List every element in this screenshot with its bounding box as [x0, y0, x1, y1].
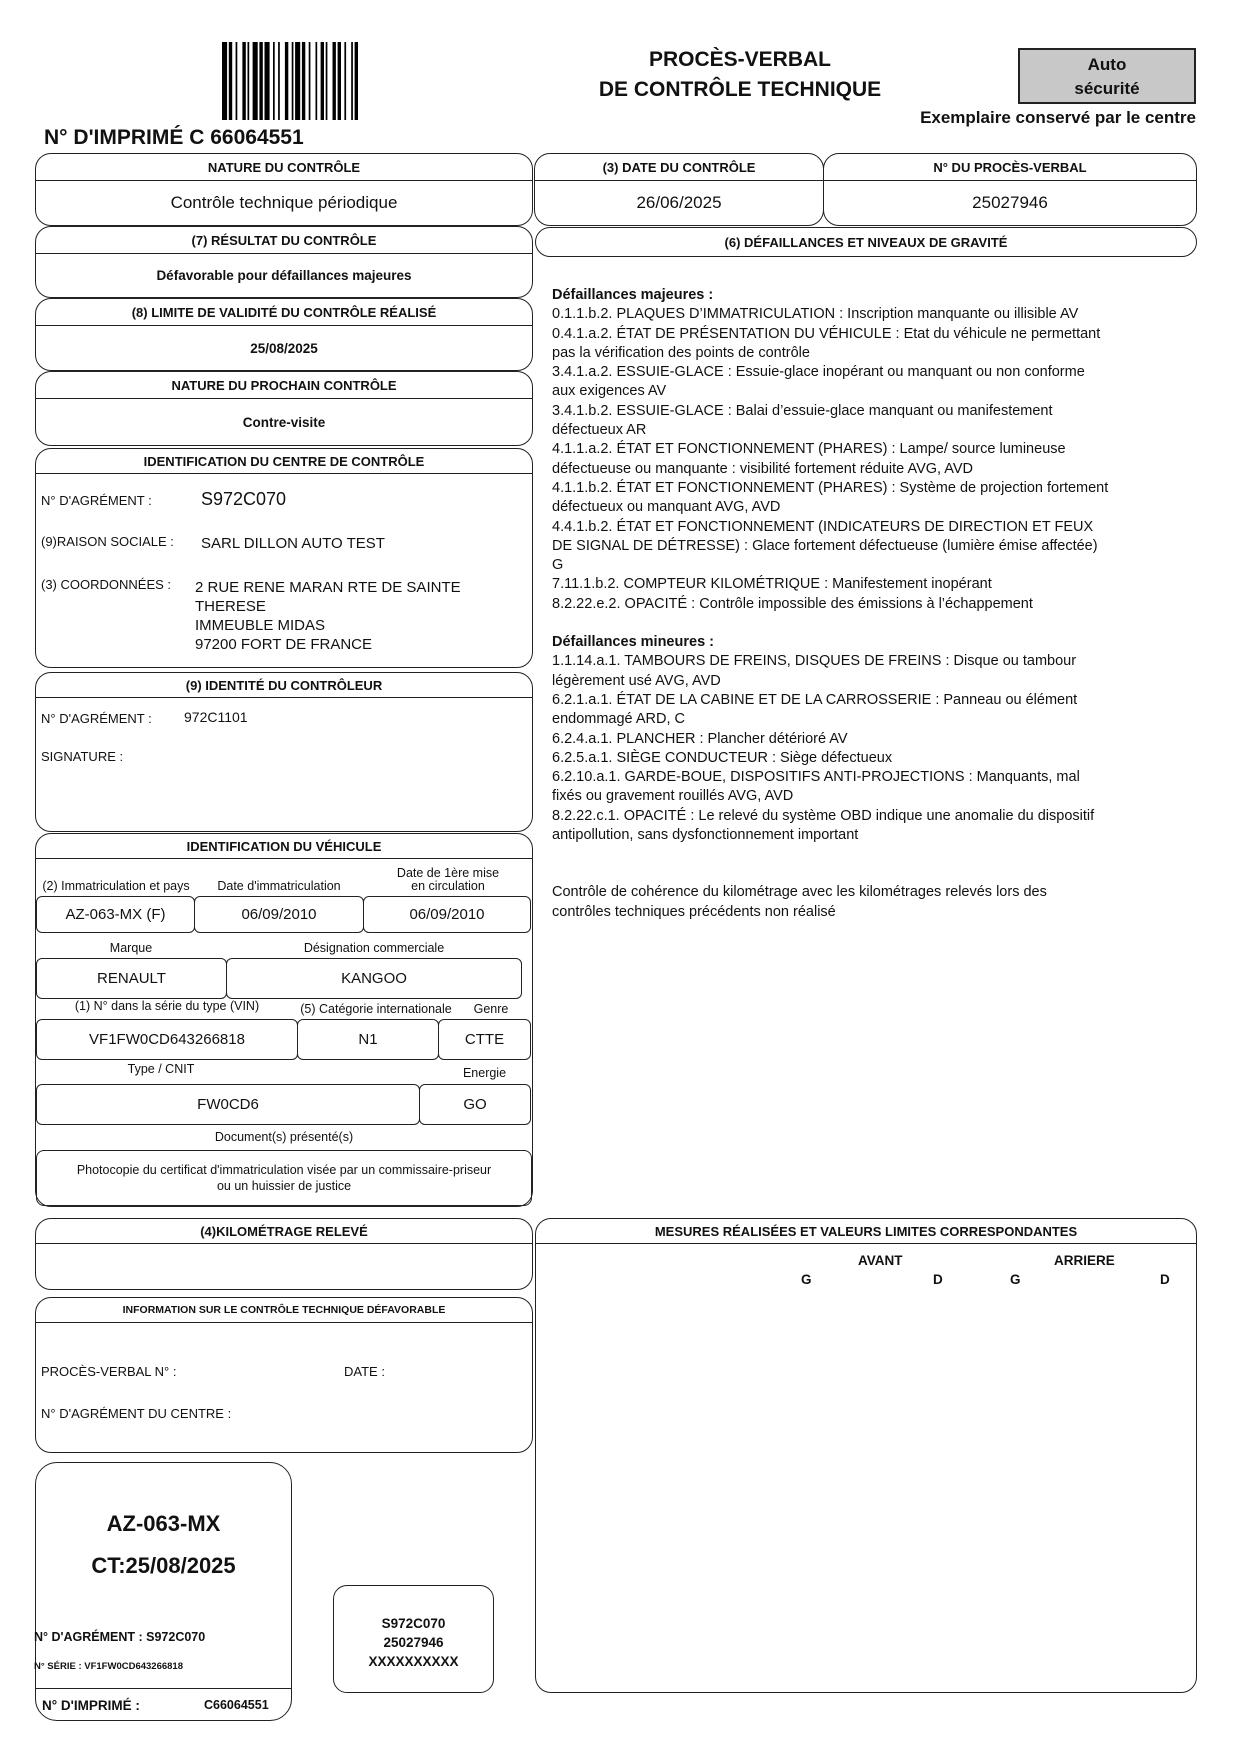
barcode-bar	[338, 42, 341, 120]
defaillances-label: (6) DÉFAILLANCES ET NIVEAUX DE GRAVITÉ	[724, 234, 1008, 250]
date-controle-label: (3) DATE DU CONTRÔLE	[535, 154, 823, 181]
vehicule-box	[35, 833, 533, 1207]
vignette-agrement: N° D'AGRÉMENT : S972C070	[34, 1630, 206, 1644]
type-label: Type / CNIT	[127, 1062, 195, 1076]
centre-label: IDENTIFICATION DU CENTRE DE CONTRÔLE	[36, 449, 532, 474]
defaillance-line: 8.2.22.e.2. OPACITÉ : Contrôle impossible des émissions à l’échappement	[552, 595, 1033, 612]
defaillance-line: défectueuse ou manquante : visibilité fortement réduite AVG, AVD	[552, 460, 974, 477]
defaillance-line: 3.4.1.b.2. ESSUIE-GLACE : Balai d’essuie-glace manquant ou manifestement	[552, 402, 1053, 419]
defavorable-info-box	[35, 1297, 533, 1453]
first-circ-label-2: en circulation	[411, 879, 485, 894]
mesures-avant-g: G	[801, 1272, 812, 1287]
defaillance-line: 8.2.22.c.1. OPACITÉ : Le relevé du système OBD indique une anomalie du dispositif	[552, 807, 1095, 824]
barcode-graphic	[222, 42, 422, 120]
barcode-bar	[295, 42, 300, 120]
energie-value: GO	[419, 1084, 531, 1125]
centre-box	[35, 448, 533, 668]
defaillance-line: 4.4.1.b.2. ÉTAT ET FONCTIONNEMENT (INDICATEURS DE DIRECTION ET FEUX	[552, 518, 1094, 535]
barcode-bar	[278, 42, 280, 120]
signature-label: SIGNATURE :	[41, 749, 124, 764]
documents-value	[36, 1150, 532, 1206]
mesures-box	[535, 1218, 1197, 1693]
nature-controle-label: NATURE DU CONTRÔLE	[36, 154, 532, 181]
designation-value: KANGOO	[226, 958, 522, 999]
vignette-ct-date: CT:25/08/2025	[91, 1553, 236, 1578]
centre-coord-line: THERESE	[195, 598, 266, 615]
prochain-controle-value: Contre-visite	[242, 414, 326, 430]
defaillance-line: 6.2.1.a.1. ÉTAT DE LA CABINE ET DE LA CARROSSERIE : Panneau ou élément	[552, 691, 1078, 708]
marque-label: Marque	[109, 941, 153, 955]
defaillance-line: 7.11.1.b.2. COMPTEUR KILOMÉTRIQUE : Manifestement inopérant	[552, 576, 992, 593]
kilometrage-label: (4)KILOMÉTRAGE RELEVÉ	[36, 1219, 532, 1244]
page-title-line1: PROCÈS-VERBAL	[648, 48, 832, 71]
defaillance-line: contrôles techniques précédents non réalisé	[552, 903, 836, 920]
defaillances-header-box	[535, 227, 1197, 257]
pv-number-label: N° DU PROCÈS-VERBAL	[824, 154, 1196, 181]
stamp-line1: S972C070	[381, 1616, 446, 1631]
vignette-imprime-label: N° D'IMPRIMÉ :	[42, 1698, 140, 1713]
pv-number-value: 25027946	[972, 193, 1048, 212]
kilometrage-value	[36, 1244, 532, 1289]
resultat-value: Défavorable pour défaillances majeures	[156, 268, 412, 283]
badge-line1: Auto	[1087, 55, 1127, 74]
barcode-bar	[285, 42, 288, 120]
spacer	[552, 614, 1132, 633]
barcode-bar	[355, 42, 358, 120]
defaillance-line: pas la vérification des points de contrôle	[552, 344, 810, 361]
print-number: N° D'IMPRIMÉ C 66064551	[44, 126, 304, 149]
stamp-line3: XXXXXXXXXX	[368, 1654, 459, 1669]
majeures-title: Défaillances majeures :	[552, 287, 714, 303]
mesures-label: MESURES RÉALISÉES ET VALEURS LIMITES CORRESPONDANTES	[536, 1219, 1196, 1244]
date-controle-box	[534, 153, 824, 226]
barcode-bar	[253, 42, 258, 120]
barcode-bar	[302, 42, 305, 120]
barcode-bar	[248, 42, 250, 120]
prochain-controle-label: NATURE DU PROCHAIN CONTRÔLE	[36, 372, 532, 399]
auto-securite-badge	[1018, 48, 1196, 104]
validite-box	[35, 298, 533, 371]
defaillance-line: 6.2.10.a.1. GARDE-BOUE, DISPOSITIFS ANTI-PROJECTIONS : Manquants, mal	[552, 769, 1080, 786]
defaillance-line: 4.1.1.b.2. ÉTAT ET FONCTIONNEMENT (PHARES) : Système de projection fortement	[552, 479, 1109, 496]
mesures-arriere: ARRIERE	[1054, 1253, 1115, 1268]
resultat-label: (7) RÉSULTAT DU CONTRÔLE	[36, 227, 532, 254]
defaillance-line: 4.1.1.a.2. ÉTAT ET FONCTIONNEMENT (PHARES) : Lampe/ source lumineuse	[552, 441, 1066, 458]
defaillance-line: 0.1.1.b.2. PLAQUES D’IMMATRICULATION : Inscription manquante ou illisible AV	[552, 306, 1079, 323]
defaillance-line: antipollution, sans dysfonctionnement important	[552, 827, 859, 844]
barcode-bar	[229, 42, 232, 120]
nature-controle-value: Contrôle technique périodique	[170, 193, 398, 212]
mineures-lines	[552, 652, 1132, 845]
majeures-lines	[552, 305, 1132, 614]
mesures-avant: AVANT	[858, 1253, 903, 1268]
immat-value: AZ-063-MX (F)	[36, 896, 195, 933]
defaillances-list	[552, 286, 1132, 922]
date-controle-value: 26/06/2025	[636, 193, 722, 212]
defaillance-line: 1.1.14.a.1. TAMBOURS DE FREINS, DISQUES DE FREINS : Disque ou tambour	[552, 653, 1077, 670]
mineures-title: Défaillances mineures :	[552, 634, 714, 651]
barcode-bar	[236, 42, 238, 120]
defavorable-info-label: INFORMATION SUR LE CONTRÔLE TECHNIQUE DÉFAVORABLE	[36, 1298, 532, 1323]
barcode-bar	[326, 42, 328, 120]
defavorable-agrement-label: N° D'AGRÉMENT DU CENTRE :	[41, 1406, 232, 1421]
vin-value: VF1FW0CD643266818	[36, 1019, 298, 1060]
barcode-bar	[333, 42, 336, 120]
validite-label: (8) LIMITE DE VALIDITÉ DU CONTRÔLE RÉALISÉ	[36, 299, 532, 326]
barcode	[222, 42, 422, 120]
nature-controle-box	[35, 153, 533, 226]
controleur-agrement-value: 972C1101	[184, 709, 248, 725]
controleur-agrement-label: N° D'AGRÉMENT :	[41, 711, 152, 726]
date-immat-label: Date d'immatriculation	[217, 879, 341, 893]
validite-value: 25/08/2025	[250, 340, 318, 356]
defaillance-line: 6.2.5.a.1. SIÈGE CONDUCTEUR : Siège défectueux	[552, 749, 893, 766]
vehicule-label: IDENTIFICATION DU VÉHICULE	[36, 834, 532, 859]
barcode-bar	[292, 42, 294, 120]
defavorable-pv-label: PROCÈS-VERBAL N° :	[41, 1364, 177, 1379]
documents-line1: Photocopie du certificat d'immatriculation visée par un commissaire-priseur	[76, 1163, 492, 1177]
documents-line2: ou un huissier de justice	[216, 1179, 352, 1193]
vignette-box	[35, 1462, 292, 1721]
barcode-bar	[273, 42, 275, 120]
barcode-bar	[351, 42, 353, 120]
genre-label: Genre	[473, 1002, 509, 1016]
centre-coord-lines	[195, 578, 461, 654]
mesures-arriere-g: G	[1010, 1272, 1021, 1287]
barcode-bar	[309, 42, 311, 120]
first-circ-value: 06/09/2010	[363, 896, 531, 933]
defaillance-line: 3.4.1.a.2. ESSUIE-GLACE : Essuie-glace inopérant ou manquant ou non conforme	[552, 364, 1085, 381]
categorie-value: N1	[297, 1019, 439, 1060]
copy-note: Exemplaire conservé par le centre	[920, 108, 1196, 127]
kilometrage-box	[35, 1218, 533, 1290]
defaillance-line: aux exigences AV	[552, 383, 667, 400]
defaillance-line: G	[552, 557, 564, 574]
energie-label: Energie	[462, 1066, 507, 1080]
defaillance-line: 6.2.4.a.1. PLANCHER : Plancher détérioré AV	[552, 730, 848, 747]
barcode-bar	[321, 42, 324, 120]
mesures-arriere-d: D	[1160, 1272, 1170, 1287]
date-immat-value: 06/09/2010	[194, 896, 364, 933]
designation-label: Désignation commerciale	[303, 941, 445, 955]
controleur-box	[35, 672, 533, 832]
defaillance-line: Contrôle de cohérence du kilométrage avec les kilométrages relevés lors des	[552, 884, 1047, 901]
centre-coord-line: IMMEUBLE MIDAS	[195, 617, 326, 634]
stamp-line2: 25027946	[383, 1635, 444, 1650]
immat-label: (2) Immatriculation et pays	[42, 879, 190, 893]
pv-number-box	[823, 153, 1197, 226]
categorie-label: (5) Catégorie internationale	[300, 1002, 452, 1016]
badge-line2: sécurité	[1074, 79, 1140, 98]
centre-raison-label: (9)RAISON SOCIALE :	[41, 534, 174, 549]
documents-label: Document(s) présenté(s)	[214, 1130, 354, 1144]
barcode-bar	[344, 42, 346, 120]
defaillance-line: fixés ou gravement rouillés AVG, AVD	[552, 788, 794, 805]
genre-value: CTTE	[438, 1019, 531, 1060]
stamp-box	[333, 1585, 494, 1693]
centre-agrement-label: N° D'AGRÉMENT :	[41, 493, 152, 508]
first-circ-label	[364, 867, 532, 893]
vignette-plate: AZ-063-MX	[106, 1511, 221, 1536]
vignette-imprime-divider	[36, 1688, 291, 1689]
barcode-bar	[242, 42, 245, 120]
centre-coord-line: 97200 FORT DE FRANCE	[195, 636, 373, 653]
defaillance-line: défectueux ou manquant AVG, AVD	[552, 499, 781, 516]
prochain-controle-box	[35, 371, 533, 446]
centre-raison-value: SARL DILLON AUTO TEST	[201, 535, 385, 552]
centre-agrement-value: S972C070	[201, 489, 287, 509]
centre-coord-label: (3) COORDONNÉES :	[41, 577, 172, 592]
vignette-serie: N° SÉRIE : VF1FW0CD643266818	[34, 1661, 183, 1672]
type-value: FW0CD6	[36, 1084, 420, 1125]
barcode-bar	[265, 42, 270, 120]
defaillance-line: 0.4.1.a.2. ÉTAT DE PRÉSENTATION DU VÉHICULE : Etat du véhicule ne permettant	[552, 325, 1101, 342]
controleur-label: (9) IDENTITÉ DU CONTRÔLEUR	[36, 673, 532, 698]
defaillance-line: DE SIGNAL DE DÉTRESSE) : Glace fortement défectueuse (lumière émise affectée)	[552, 537, 1098, 554]
vin-label: (1) N° dans la série du type (VIN)	[74, 999, 260, 1013]
defavorable-date-label: DATE :	[344, 1364, 385, 1379]
vignette-imprime-value: C66064551	[204, 1698, 269, 1712]
defaillance-line: endommagé ARD, C	[552, 711, 685, 728]
barcode-bar	[316, 42, 318, 120]
centre-coord-line: 2 RUE RENE MARAN RTE DE SAINTE	[195, 579, 461, 596]
page-title-line2: DE CONTRÔLE TECHNIQUE	[598, 78, 882, 101]
marque-value: RENAULT	[36, 958, 227, 999]
mesures-avant-d: D	[933, 1272, 943, 1287]
defaillance-line: défectueux AR	[552, 422, 647, 439]
barcode-bar	[259, 42, 262, 120]
barcode-bar	[222, 42, 227, 120]
first-circ-label-1: Date de 1ère mise	[396, 866, 500, 880]
defaillance-line: légèrement usé AVG, AVD	[552, 672, 721, 689]
resultat-box	[35, 226, 533, 298]
spacer	[552, 845, 1132, 883]
coherence-lines	[552, 883, 1132, 922]
